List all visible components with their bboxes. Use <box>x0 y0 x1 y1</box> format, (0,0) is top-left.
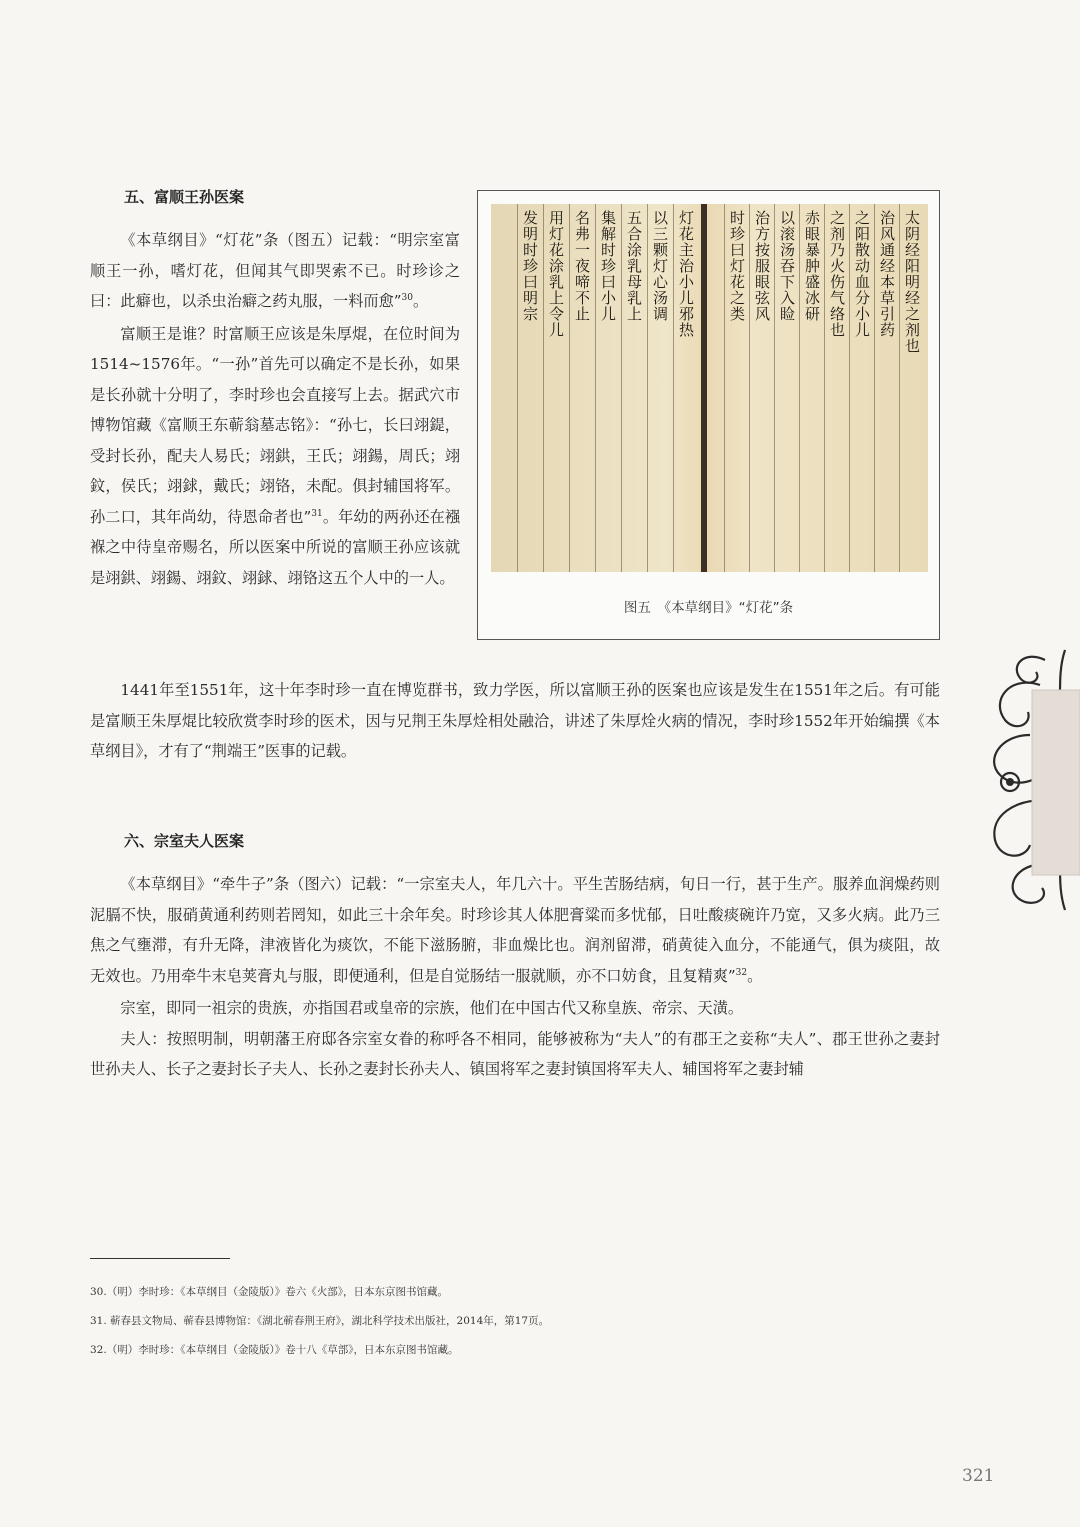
footnote-31: 31. 蕲春县文物局、蕲春县博物馆：《湖北蕲春荆王府》，湖北科学技术出版社，2014年，第17页。 <box>90 1315 550 1327</box>
footnote-30: 30.（明）李时珍：《本草纲目（金陵版）》卷六《火部》，日本东京图书馆藏。 <box>90 1286 448 1298</box>
column-rule <box>543 204 544 572</box>
paragraph: 宗室，即同一祖宗的贵族，亦指国君或皇帝的宗族，他们在中国古代又称皇族、帝宗、天潢。 <box>120 999 744 1017</box>
column-rule <box>749 204 750 572</box>
scan-right-column-3: 之剂乃火伤气络也 <box>828 210 846 338</box>
decorative-ornament-icon <box>970 640 1080 920</box>
footnote-ref[interactable]: 32 <box>735 967 748 978</box>
footnote-32: 32.（明）李时珍：《本草纲目（金陵版）》卷十八《草部》，日本东京图书馆藏。 <box>90 1344 459 1356</box>
section-heading-6: 六、宗室夫人医案 <box>124 832 245 850</box>
paragraph: 夫人：按照明制，明朝藩王府邸各宗室女眷的称呼各不相同，能够被称为“夫人”的有郡王之妾称“夫人”、郡王世孙之妻封世孙夫人、长子之妻封长子夫人、长孙之妻封长孙夫人、镇国将军之妻封镇国将军夫人、辅国将军之妻封辅 <box>90 1029 940 1078</box>
paragraph: 《本草纲目》“牵牛子”条（图六）记载：“一宗室夫人，年几六十。平生苦肠结病，旬日一行，甚于生产。服养血润燥药则泥膈不快，服硝黄通利药则若罔知，如此三十余年矣。时珍诊其人体肥膏粱而多忧郁，日吐酸痰碗许乃宽，又多火病。此乃三焦之气壅滞，有升无降，津液皆化为痰饮，不能下滋肠腑，非血燥比也。润剂留滞，硝黄徒入血分，不能通气，俱为痰阻，故无效也。乃用牵牛末皂荚膏丸与服，即便通利，但是自觉肠结一服就顺，亦不口妨食，且复精爽”$^{32}$。 <box>90 875 940 985</box>
book-gutter <box>701 204 707 572</box>
column-rule <box>874 204 875 572</box>
scan-left-column-5: 用灯花涂乳上令儿 <box>547 210 565 338</box>
column-rule <box>595 204 596 572</box>
paragraph: 富顺王是谁？时富顺王应该是朱厚焜，在位时间为1514~1576年。“一孙”首先可以确定不是长孙，如果是长孙就十分明了，李时珍也会直接写上去。据武穴市博物馆藏《富顺王东蕲翁墓志铭》：“孙七，长曰翊鍉，受封长孙，配夫人易氏；翊鉷，王氏；翊鍚，周氏；翊鈫，侯氏；翊銶，戴氏；翊铬，未配。俱封辅国将军。孙二口，其年尚幼，待恩命者也”$^{31}$。年幼的两孙还在襁褓之中待皇帝赐名，所以医案中所说的富顺王孙应该就是翊鉷、翊鍚、翊鈫、翊銶、翊铬这五个人中的一人。 <box>90 324 461 587</box>
column-rule <box>799 204 800 572</box>
figure-caption: 图五 《本草纲目》“灯花”条 <box>623 600 794 616</box>
page-number: 321 <box>962 1466 995 1486</box>
footnote-ref[interactable]: 31 <box>311 508 323 519</box>
column-rule <box>647 204 648 572</box>
scan-right-column-6: 治方按服眼弦风 <box>753 210 771 322</box>
scan-right-column-4: 赤眼暴肿盛冰研 <box>803 210 821 322</box>
section6-body <box>90 869 940 1085</box>
scan-left-column-4: 名弗一夜啼不止 <box>573 210 591 322</box>
book-scan-image <box>491 204 928 572</box>
column-rule <box>517 204 518 572</box>
column-rule <box>824 204 825 572</box>
footnote-divider <box>90 1258 230 1259</box>
section-heading-5: 五、富顺王孙医案 <box>124 188 245 206</box>
scan-left-column-2: 五合涂乳母乳上 <box>625 210 643 322</box>
section5-continuation <box>90 675 940 767</box>
column-rule <box>673 204 674 572</box>
paragraph: 《本草纲目》“灯花”条（图五）记载：“明宗室富顺王一孙，嗜灯花，但闻其气即哭索不已。时珍诊之曰：此癖也，以杀虫治癖之药丸服，一料而愈”$^{30}$。 <box>90 231 460 310</box>
section5-body <box>90 225 460 593</box>
scan-right-column-1: 治风通经本草引药 <box>878 210 896 338</box>
scan-left-column-1: 以三颗灯心汤调 <box>651 210 669 322</box>
paragraph: 1441年至1551年，这十年李时珍一直在博览群书，致力学医，所以富顺王孙的医案也应该是发生在1551年之后。有可能是富顺王朱厚焜比较欣赏李时珍的医术，因与兄荆王朱厚烇相处融洽，讲述了朱厚烇火病的情况，李时珍1552年开始编撰《本草纲目》，才有了“荆端王”医事的记载。 <box>90 681 940 760</box>
column-rule <box>621 204 622 572</box>
scan-right-column-0: 太阴经阳明经之剂也 <box>903 210 921 354</box>
scan-left-column-6: 发明时珍曰明宗 <box>521 210 539 322</box>
figure-5 <box>477 190 940 640</box>
column-rule <box>774 204 775 572</box>
column-rule <box>569 204 570 572</box>
column-rule <box>724 204 725 572</box>
footnote-ref[interactable]: 30 <box>401 292 413 303</box>
scan-right-column-7: 时珍曰灯花之类 <box>728 210 746 322</box>
scan-right-column-5: 以滚汤吞下入睑 <box>778 210 796 322</box>
scan-left-column-0: 灯花主治小儿邪热 <box>677 210 695 338</box>
column-rule <box>899 204 900 572</box>
scan-right-column-2: 之阳散动血分小儿 <box>853 210 871 338</box>
column-rule <box>849 204 850 572</box>
scan-left-column-3: 集解时珍曰小儿 <box>599 210 617 322</box>
